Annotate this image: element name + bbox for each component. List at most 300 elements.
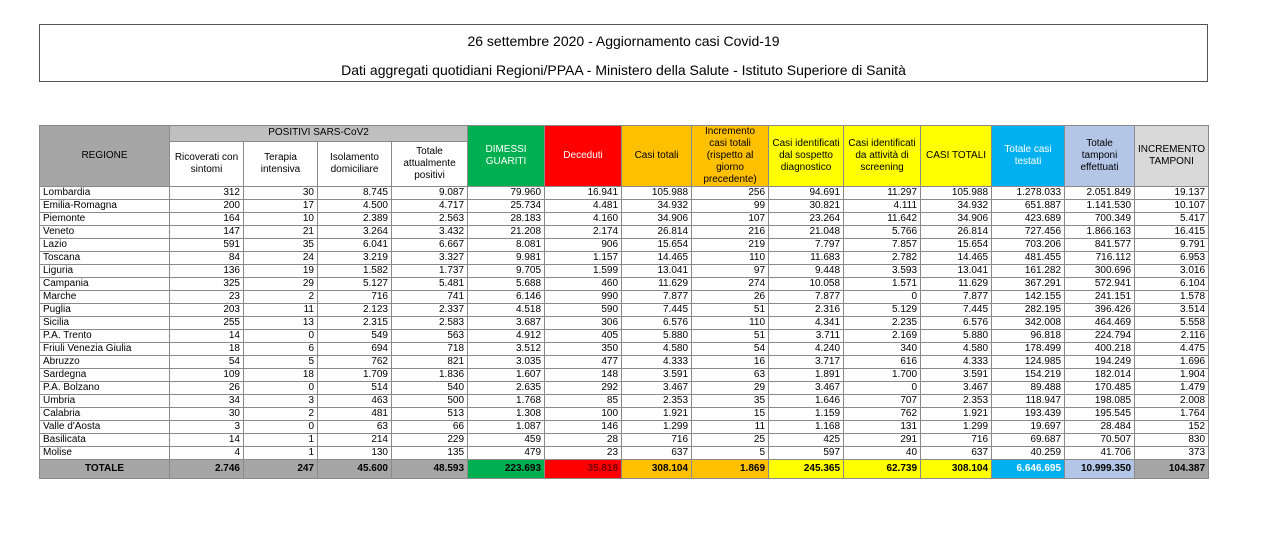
value-cell: 514 <box>318 382 392 395</box>
value-cell: 4.518 <box>468 304 545 317</box>
value-cell: 716 <box>318 291 392 304</box>
value-cell: 5.481 <box>392 278 468 291</box>
region-name-cell: Campania <box>40 278 170 291</box>
value-cell: 7.877 <box>769 291 844 304</box>
value-cell: 841.577 <box>1065 239 1135 252</box>
region-name-cell: Friuli Venezia Giulia <box>40 343 170 356</box>
value-cell: 1.700 <box>844 369 921 382</box>
header-deceduti: Deceduti <box>545 126 622 187</box>
value-cell: 11.683 <box>769 252 844 265</box>
value-cell: 40.259 <box>992 447 1065 460</box>
total-value-cell: 245.365 <box>769 460 844 479</box>
value-cell: 1.646 <box>769 395 844 408</box>
table-row <box>40 343 1209 356</box>
value-cell: 214 <box>318 434 392 447</box>
value-cell: 5.558 <box>1135 317 1209 330</box>
value-cell: 3.467 <box>769 382 844 395</box>
value-cell: 3.016 <box>1135 265 1209 278</box>
value-cell: 0 <box>844 382 921 395</box>
value-cell: 5 <box>244 356 318 369</box>
value-cell: 110 <box>692 252 769 265</box>
value-cell: 5.688 <box>468 278 545 291</box>
value-cell: 2.389 <box>318 213 392 226</box>
value-cell: 109 <box>170 369 244 382</box>
value-cell: 2.051.849 <box>1065 187 1135 200</box>
value-cell: 500 <box>392 395 468 408</box>
value-cell: 1.891 <box>769 369 844 382</box>
value-cell: 716.112 <box>1065 252 1135 265</box>
value-cell: 25.734 <box>468 200 545 213</box>
value-cell: 405 <box>545 330 622 343</box>
value-cell: 1.087 <box>468 421 545 434</box>
header-terapia-intensiva: Terapia intensiva <box>244 141 318 186</box>
value-cell: 4 <box>170 447 244 460</box>
value-cell: 195.545 <box>1065 408 1135 421</box>
value-cell: 35 <box>692 395 769 408</box>
value-cell: 21.208 <box>468 226 545 239</box>
value-cell: 3.591 <box>622 369 692 382</box>
value-cell: 30 <box>244 187 318 200</box>
header-casi-totali: Casi totali <box>622 126 692 187</box>
value-cell: 906 <box>545 239 622 252</box>
value-cell: 3.711 <box>769 330 844 343</box>
value-cell: 1.157 <box>545 252 622 265</box>
value-cell: 312 <box>170 187 244 200</box>
value-cell: 34.932 <box>622 200 692 213</box>
value-cell: 291 <box>844 434 921 447</box>
table-row <box>40 434 1209 447</box>
region-name-cell: Basilicata <box>40 434 170 447</box>
value-cell: 147 <box>170 226 244 239</box>
total-value-cell: 10.999.350 <box>1065 460 1135 479</box>
value-cell: 69.687 <box>992 434 1065 447</box>
value-cell: 1.299 <box>622 421 692 434</box>
value-cell: 1.582 <box>318 265 392 278</box>
report-subtitle: Dati aggregati quotidiani Regioni/PPAA - Ministero della Salute - Istituto Superiore di Sanità <box>341 62 906 78</box>
value-cell: 3.467 <box>622 382 692 395</box>
value-cell: 3.467 <box>921 382 992 395</box>
value-cell: 1.921 <box>622 408 692 421</box>
value-cell: 6 <box>244 343 318 356</box>
header-casi-totali-caps: CASI TOTALI <box>921 126 992 187</box>
value-cell: 219 <box>692 239 769 252</box>
value-cell: 1.737 <box>392 265 468 278</box>
value-cell: 16.941 <box>545 187 622 200</box>
value-cell: 1.308 <box>468 408 545 421</box>
value-cell: 193.439 <box>992 408 1065 421</box>
value-cell: 4.111 <box>844 200 921 213</box>
value-cell: 6.576 <box>921 317 992 330</box>
value-cell: 13.041 <box>921 265 992 278</box>
value-cell: 325 <box>170 278 244 291</box>
value-cell: 762 <box>318 356 392 369</box>
header-isolamento: Isolamento domiciliare <box>318 141 392 186</box>
table-row <box>40 239 1209 252</box>
value-cell: 152 <box>1135 421 1209 434</box>
value-cell: 28.484 <box>1065 421 1135 434</box>
region-name-cell: Puglia <box>40 304 170 317</box>
value-cell: 23 <box>545 447 622 460</box>
value-cell: 563 <box>392 330 468 343</box>
value-cell: 1.159 <box>769 408 844 421</box>
value-cell: 3.593 <box>844 265 921 278</box>
value-cell: 463 <box>318 395 392 408</box>
value-cell: 6.667 <box>392 239 468 252</box>
value-cell: 2.563 <box>392 213 468 226</box>
value-cell: 762 <box>844 408 921 421</box>
value-cell: 7.797 <box>769 239 844 252</box>
value-cell: 3.717 <box>769 356 844 369</box>
value-cell: 107 <box>692 213 769 226</box>
table-row <box>40 330 1209 343</box>
region-name-cell: Molise <box>40 447 170 460</box>
header-positivi-group: POSITIVI SARS-CoV2 <box>170 126 468 142</box>
table-body <box>40 187 1209 479</box>
value-cell: 66 <box>392 421 468 434</box>
total-value-cell: 35.818 <box>545 460 622 479</box>
value-cell: 3.432 <box>392 226 468 239</box>
value-cell: 161.282 <box>992 265 1065 278</box>
value-cell: 79.960 <box>468 187 545 200</box>
value-cell: 2 <box>244 291 318 304</box>
value-cell: 34 <box>170 395 244 408</box>
value-cell: 540 <box>392 382 468 395</box>
table-row <box>40 356 1209 369</box>
value-cell: 373 <box>1135 447 1209 460</box>
value-cell: 990 <box>545 291 622 304</box>
value-cell: 5.127 <box>318 278 392 291</box>
value-cell: 14 <box>170 330 244 343</box>
value-cell: 7.877 <box>622 291 692 304</box>
value-cell: 63 <box>318 421 392 434</box>
value-cell: 26.814 <box>921 226 992 239</box>
value-cell: 5.766 <box>844 226 921 239</box>
value-cell: 1.278.033 <box>992 187 1065 200</box>
value-cell: 1.836 <box>392 369 468 382</box>
header-casi-testati: Totale casi testati <box>992 126 1065 187</box>
value-cell: 25 <box>692 434 769 447</box>
value-cell: 9.791 <box>1135 239 1209 252</box>
value-cell: 26 <box>170 382 244 395</box>
value-cell: 5 <box>692 447 769 460</box>
value-cell: 1.571 <box>844 278 921 291</box>
value-cell: 1.904 <box>1135 369 1209 382</box>
region-name-cell: Abruzzo <box>40 356 170 369</box>
value-cell: 164 <box>170 213 244 226</box>
header-dimessi: DIMESSI GUARITI <box>468 126 545 187</box>
value-cell: 1 <box>244 434 318 447</box>
value-cell: 9.087 <box>392 187 468 200</box>
value-cell: 5.129 <box>844 304 921 317</box>
value-cell: 10 <box>244 213 318 226</box>
value-cell: 2.123 <box>318 304 392 317</box>
value-cell: 1.709 <box>318 369 392 382</box>
value-cell: 549 <box>318 330 392 343</box>
header-tamponi: Totale tamponi effettuati <box>1065 126 1135 187</box>
region-name-cell: Veneto <box>40 226 170 239</box>
value-cell: 18 <box>244 369 318 382</box>
value-cell: 51 <box>692 304 769 317</box>
value-cell: 4.717 <box>392 200 468 213</box>
value-cell: 707 <box>844 395 921 408</box>
value-cell: 6.146 <box>468 291 545 304</box>
value-cell: 4.341 <box>769 317 844 330</box>
value-cell: 23 <box>170 291 244 304</box>
value-cell: 396.426 <box>1065 304 1135 317</box>
value-cell: 4.580 <box>921 343 992 356</box>
value-cell: 1.764 <box>1135 408 1209 421</box>
value-cell: 2.316 <box>769 304 844 317</box>
header-screening: Casi identificati da attività di screening <box>844 126 921 187</box>
value-cell: 14.465 <box>622 252 692 265</box>
value-cell: 481.455 <box>992 252 1065 265</box>
header-totale-positivi: Totale attualmente positivi <box>392 141 468 186</box>
value-cell: 3.219 <box>318 252 392 265</box>
value-cell: 2.315 <box>318 317 392 330</box>
value-cell: 342.008 <box>992 317 1065 330</box>
value-cell: 4.475 <box>1135 343 1209 356</box>
value-cell: 1.866.163 <box>1065 226 1135 239</box>
table-row <box>40 304 1209 317</box>
value-cell: 2.008 <box>1135 395 1209 408</box>
value-cell: 9.705 <box>468 265 545 278</box>
region-name-cell: P.A. Bolzano <box>40 382 170 395</box>
value-cell: 340 <box>844 343 921 356</box>
value-cell: 229 <box>392 434 468 447</box>
value-cell: 1.599 <box>545 265 622 278</box>
total-value-cell: 6.646.695 <box>992 460 1065 479</box>
value-cell: 3 <box>244 395 318 408</box>
value-cell: 28 <box>545 434 622 447</box>
value-cell: 479 <box>468 447 545 460</box>
value-cell: 4.333 <box>622 356 692 369</box>
value-cell: 2.235 <box>844 317 921 330</box>
value-cell: 8.081 <box>468 239 545 252</box>
value-cell: 13 <box>244 317 318 330</box>
value-cell: 1.299 <box>921 421 992 434</box>
value-cell: 18 <box>170 343 244 356</box>
value-cell: 96.818 <box>992 330 1065 343</box>
value-cell: 11 <box>244 304 318 317</box>
value-cell: 26.814 <box>622 226 692 239</box>
value-cell: 11.629 <box>921 278 992 291</box>
value-cell: 1.479 <box>1135 382 1209 395</box>
value-cell: 11.297 <box>844 187 921 200</box>
report-header <box>39 24 1208 82</box>
value-cell: 7.877 <box>921 291 992 304</box>
value-cell: 9.448 <box>769 265 844 278</box>
table-row <box>40 317 1209 330</box>
value-cell: 63 <box>692 369 769 382</box>
value-cell: 40 <box>844 447 921 460</box>
value-cell: 178.499 <box>992 343 1065 356</box>
value-cell: 224.794 <box>1065 330 1135 343</box>
value-cell: 616 <box>844 356 921 369</box>
total-value-cell: 104.387 <box>1135 460 1209 479</box>
value-cell: 703.206 <box>992 239 1065 252</box>
table-row <box>40 226 1209 239</box>
value-cell: 3.035 <box>468 356 545 369</box>
value-cell: 203 <box>170 304 244 317</box>
report-title: 26 settembre 2020 - Aggiornamento casi Covid-19 <box>467 33 780 49</box>
value-cell: 182.014 <box>1065 369 1135 382</box>
value-cell: 1.141.530 <box>1065 200 1135 213</box>
value-cell: 694 <box>318 343 392 356</box>
value-cell: 8.745 <box>318 187 392 200</box>
table-row <box>40 187 1209 200</box>
value-cell: 4.333 <box>921 356 992 369</box>
region-name-cell: Lombardia <box>40 187 170 200</box>
value-cell: 21.048 <box>769 226 844 239</box>
value-cell: 481 <box>318 408 392 421</box>
value-cell: 1.607 <box>468 369 545 382</box>
value-cell: 7.445 <box>921 304 992 317</box>
value-cell: 70.507 <box>1065 434 1135 447</box>
value-cell: 118.947 <box>992 395 1065 408</box>
value-cell: 716 <box>622 434 692 447</box>
value-cell: 105.988 <box>921 187 992 200</box>
value-cell: 170.485 <box>1065 382 1135 395</box>
value-cell: 23.264 <box>769 213 844 226</box>
region-name-cell: Calabria <box>40 408 170 421</box>
value-cell: 282.195 <box>992 304 1065 317</box>
table-row <box>40 200 1209 213</box>
value-cell: 34.932 <box>921 200 992 213</box>
table-row <box>40 382 1209 395</box>
region-name-cell: Toscana <box>40 252 170 265</box>
value-cell: 6.576 <box>622 317 692 330</box>
header-ricoverati: Ricoverati con sintomi <box>170 141 244 186</box>
value-cell: 130 <box>318 447 392 460</box>
region-name-cell: Emilia-Romagna <box>40 200 170 213</box>
value-cell: 54 <box>692 343 769 356</box>
value-cell: 718 <box>392 343 468 356</box>
value-cell: 84 <box>170 252 244 265</box>
value-cell: 198.085 <box>1065 395 1135 408</box>
value-cell: 10.107 <box>1135 200 1209 213</box>
total-value-cell: 1.869 <box>692 460 769 479</box>
value-cell: 1.921 <box>921 408 992 421</box>
value-cell: 2.116 <box>1135 330 1209 343</box>
value-cell: 136 <box>170 265 244 278</box>
value-cell: 0 <box>244 330 318 343</box>
table-row <box>40 265 1209 278</box>
table-row <box>40 278 1209 291</box>
value-cell: 400.218 <box>1065 343 1135 356</box>
value-cell: 821 <box>392 356 468 369</box>
value-cell: 97 <box>692 265 769 278</box>
covid-data-table <box>39 125 1209 479</box>
value-cell: 194.249 <box>1065 356 1135 369</box>
value-cell: 2 <box>244 408 318 421</box>
value-cell: 727.456 <box>992 226 1065 239</box>
table-row <box>40 395 1209 408</box>
value-cell: 51 <box>692 330 769 343</box>
value-cell: 4.500 <box>318 200 392 213</box>
header-incremento-casi: Incremento casi totali (rispetto al giorno precedente) <box>692 126 769 187</box>
value-cell: 2.174 <box>545 226 622 239</box>
value-cell: 3.264 <box>318 226 392 239</box>
total-value-cell: 48.593 <box>392 460 468 479</box>
value-cell: 142.155 <box>992 291 1065 304</box>
value-cell: 1 <box>244 447 318 460</box>
value-cell: 350 <box>545 343 622 356</box>
region-name-cell: P.A. Trento <box>40 330 170 343</box>
value-cell: 700.349 <box>1065 213 1135 226</box>
header-regione: REGIONE <box>40 126 170 187</box>
value-cell: 15 <box>692 408 769 421</box>
value-cell: 19.137 <box>1135 187 1209 200</box>
value-cell: 154.219 <box>992 369 1065 382</box>
region-name-cell: Sicilia <box>40 317 170 330</box>
region-name-cell: Sardegna <box>40 369 170 382</box>
region-name-cell: Piemonte <box>40 213 170 226</box>
table-row <box>40 369 1209 382</box>
value-cell: 16 <box>692 356 769 369</box>
value-cell: 4.912 <box>468 330 545 343</box>
total-label: TOTALE <box>40 460 170 479</box>
value-cell: 3.687 <box>468 317 545 330</box>
value-cell: 2.169 <box>844 330 921 343</box>
value-cell: 459 <box>468 434 545 447</box>
region-name-cell: Liguria <box>40 265 170 278</box>
value-cell: 135 <box>392 447 468 460</box>
value-cell: 2.337 <box>392 304 468 317</box>
value-cell: 89.488 <box>992 382 1065 395</box>
value-cell: 0 <box>244 421 318 434</box>
value-cell: 651.887 <box>992 200 1065 213</box>
value-cell: 26 <box>692 291 769 304</box>
value-cell: 5.417 <box>1135 213 1209 226</box>
value-cell: 2.583 <box>392 317 468 330</box>
value-cell: 29 <box>692 382 769 395</box>
value-cell: 4.160 <box>545 213 622 226</box>
value-cell: 256 <box>692 187 769 200</box>
value-cell: 464.469 <box>1065 317 1135 330</box>
value-cell: 54 <box>170 356 244 369</box>
value-cell: 11.642 <box>844 213 921 226</box>
total-row <box>40 460 1209 479</box>
value-cell: 15.654 <box>921 239 992 252</box>
value-cell: 105.988 <box>622 187 692 200</box>
value-cell: 99 <box>692 200 769 213</box>
table-row <box>40 213 1209 226</box>
value-cell: 216 <box>692 226 769 239</box>
header-sospetto-diagnostico: Casi identificati dal sospetto diagnostico <box>769 126 844 187</box>
value-cell: 21 <box>244 226 318 239</box>
value-cell: 7.857 <box>844 239 921 252</box>
value-cell: 2.353 <box>921 395 992 408</box>
value-cell: 5.880 <box>921 330 992 343</box>
region-name-cell: Lazio <box>40 239 170 252</box>
table-row <box>40 291 1209 304</box>
value-cell: 255 <box>170 317 244 330</box>
value-cell: 292 <box>545 382 622 395</box>
value-cell: 3.591 <box>921 369 992 382</box>
header-incremento-tamponi: INCREMENTO TAMPONI <box>1135 126 1209 187</box>
total-value-cell: 62.739 <box>844 460 921 479</box>
value-cell: 94.691 <box>769 187 844 200</box>
value-cell: 572.941 <box>1065 278 1135 291</box>
value-cell: 14.465 <box>921 252 992 265</box>
total-value-cell: 45.600 <box>318 460 392 479</box>
value-cell: 4.240 <box>769 343 844 356</box>
value-cell: 3.512 <box>468 343 545 356</box>
table-row <box>40 408 1209 421</box>
value-cell: 5.880 <box>622 330 692 343</box>
value-cell: 741 <box>392 291 468 304</box>
total-value-cell: 223.693 <box>468 460 545 479</box>
